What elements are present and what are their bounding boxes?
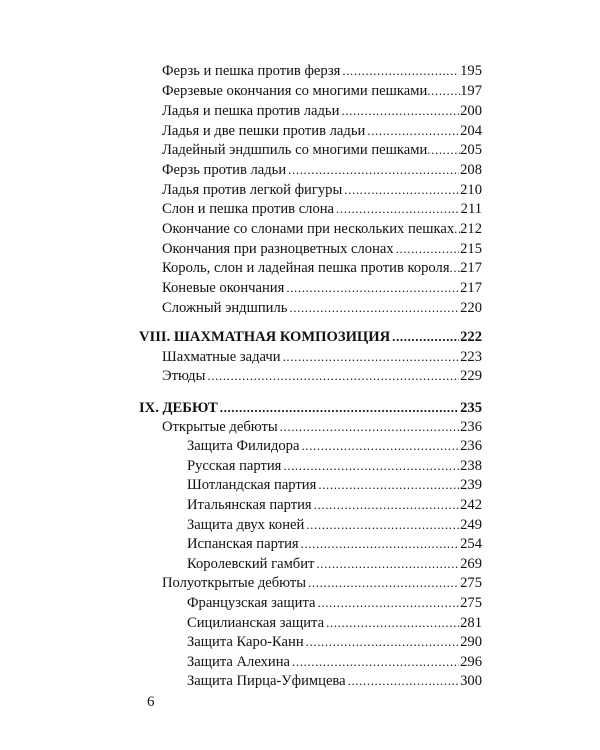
dot-leader [283, 457, 459, 476]
toc-entry-title: Ферзь против ладьи [162, 162, 287, 178]
dot-leader [427, 141, 460, 160]
dot-leader [318, 594, 460, 613]
dot-leader [314, 496, 459, 515]
dot-leader [288, 161, 459, 180]
toc-entry-page: 296 [460, 654, 482, 670]
toc-entry [162, 200, 482, 219]
dot-leader [308, 574, 459, 593]
toc-entry-page: 242 [460, 497, 482, 513]
toc-subentry [187, 555, 482, 574]
toc-chapter-heading [139, 399, 482, 418]
toc-entry-title: Защита Пирца-Уфимцева [187, 673, 346, 689]
dot-leader [396, 240, 459, 259]
toc-chapter-heading [139, 328, 482, 347]
toc-entry-title: Коневые окончания [162, 280, 285, 296]
toc-subentry [187, 535, 482, 554]
toc-entry-page: 197 [460, 83, 482, 99]
dot-leader [341, 102, 459, 121]
toc-entry-title: Королевский гамбит [187, 556, 315, 572]
dot-leader [342, 62, 459, 81]
toc-entry-page: 204 [460, 123, 482, 139]
toc-entry-page: 195 [460, 63, 482, 79]
dot-leader [306, 633, 459, 652]
dot-leader [306, 516, 459, 535]
toc-subentry [187, 633, 482, 652]
dot-leader [344, 181, 459, 200]
toc-entry-title: Итальянская партия [187, 497, 312, 513]
dot-leader [286, 279, 459, 298]
toc-entry [162, 574, 482, 593]
toc-entry [162, 240, 482, 259]
dot-leader [283, 348, 460, 367]
toc-entry [162, 122, 482, 141]
page-number: 6 [147, 694, 155, 710]
toc-entry-page: 236 [460, 419, 482, 435]
toc-subentry [187, 672, 482, 691]
toc-entry [162, 102, 482, 121]
toc-entry-title: Французская защита [187, 595, 316, 611]
dot-leader [289, 299, 459, 318]
dot-leader [292, 653, 459, 672]
toc-entry-title: Окончание со слонами при нескольких пешках [162, 221, 455, 237]
toc-entry-page: 236 [460, 438, 482, 454]
dot-leader [316, 555, 459, 574]
dot-leader [427, 82, 460, 101]
toc-subentry [187, 653, 482, 672]
toc-entry-page: 235 [460, 400, 482, 416]
dot-leader [326, 614, 459, 633]
dot-leader [392, 328, 459, 347]
toc-entry-title: Русская партия [187, 458, 282, 474]
toc-entry-title: Ладья и две пешки против ладьи [162, 123, 366, 139]
toc-entry-title: Полуоткрытые дебюты [162, 575, 307, 591]
toc-subentry [187, 516, 482, 535]
toc-entry-page: 281 [460, 615, 482, 631]
toc-entry-title: Защита Каро-Канн [187, 634, 304, 650]
toc-entry-page: 223 [460, 349, 482, 365]
toc-entry-page: 200 [460, 103, 482, 119]
toc-subentry [187, 614, 482, 633]
toc-entry [162, 220, 482, 239]
dot-leader [367, 122, 459, 141]
toc-entry-page: 217 [460, 260, 482, 276]
toc-entry [162, 141, 482, 160]
toc-entry-title: Король, слон и ладейная пешка против короля [162, 260, 450, 276]
toc-entry-title: Испанская партия [187, 536, 299, 552]
dot-leader [220, 399, 459, 418]
toc-entry-page: 222 [460, 329, 482, 345]
toc-entry-page: 300 [460, 673, 482, 689]
toc-entry-page: 275 [460, 595, 482, 611]
toc-entry-page: 212 [460, 221, 482, 237]
toc-entry-title: Защита Алехина [187, 654, 291, 670]
toc-entry-page: 208 [460, 162, 482, 178]
toc-entry [162, 418, 482, 437]
dot-leader [348, 672, 460, 691]
toc-entry-page: 269 [460, 556, 482, 572]
toc-entry [162, 62, 482, 81]
toc-entry-page: 205 [460, 142, 482, 158]
toc-entry-title: Защита двух коней [187, 517, 305, 533]
dot-leader [318, 476, 459, 495]
toc-entry [162, 348, 482, 367]
toc-entry-title: Защита Филидора [187, 438, 300, 454]
toc-subentry [187, 476, 482, 495]
toc-entry-page: 249 [460, 517, 482, 533]
toc-subentry [187, 594, 482, 613]
toc-entry-page: 275 [460, 575, 482, 591]
dot-leader [450, 259, 461, 278]
toc-entry [162, 82, 482, 101]
toc-entry-title: Ферзевые окончания со многими пешками [162, 83, 428, 99]
toc-entry [162, 279, 482, 298]
toc-entry-page: 290 [460, 634, 482, 650]
toc-entry-page: 238 [460, 458, 482, 474]
toc-entry [162, 367, 482, 386]
dot-leader [336, 200, 460, 219]
toc-entry-page: 210 [460, 182, 482, 198]
dot-leader [301, 535, 460, 554]
toc-entry [162, 299, 482, 318]
toc-entry-title: Сицилианская защита [187, 615, 325, 631]
toc-entry-title: Слон и пешка против слона [162, 201, 335, 217]
toc-entry-page: 229 [460, 368, 482, 384]
toc-entry-title: Окончания при разноцветных слонах [162, 241, 394, 257]
toc-entry-title: VIII. ШАХМАТНАЯ КОМПОЗИЦИЯ [139, 329, 391, 345]
toc-subentry [187, 496, 482, 515]
toc-subentry [187, 457, 482, 476]
toc-entry-page: 211 [460, 201, 482, 217]
toc-entry-title: IX. ДЕБЮТ [139, 400, 218, 416]
dot-leader [207, 367, 459, 386]
dot-leader [280, 418, 459, 437]
toc-entry-page: 220 [460, 300, 482, 316]
toc-entry-page: 217 [460, 280, 482, 296]
toc-subentry [187, 437, 482, 456]
toc-entry-title: Ладья против легкой фигуры [162, 182, 343, 198]
toc-entry-title: Ладейный эндшпиль со многими пешками [162, 142, 428, 158]
toc-entry-title: Сложный эндшпиль [162, 300, 288, 316]
dot-leader [301, 437, 459, 456]
toc-entry-title: Этюды [162, 368, 206, 384]
toc-entry [162, 181, 482, 200]
toc-entry [162, 259, 482, 278]
toc-entry-title: Открытые дебюты [162, 419, 278, 435]
toc-entry-page: 215 [460, 241, 482, 257]
toc-entry-title: Шахматные задачи [162, 349, 281, 365]
toc-entry [162, 161, 482, 180]
toc-entry-title: Ладья и пешка против ладьи [162, 103, 340, 119]
toc-entry-title: Ферзь и пешка против ферзя [162, 63, 341, 79]
toc-entry-title: Шотландская партия [187, 477, 317, 493]
toc-entry-page: 239 [460, 477, 482, 493]
toc-entry-page: 254 [460, 536, 482, 552]
